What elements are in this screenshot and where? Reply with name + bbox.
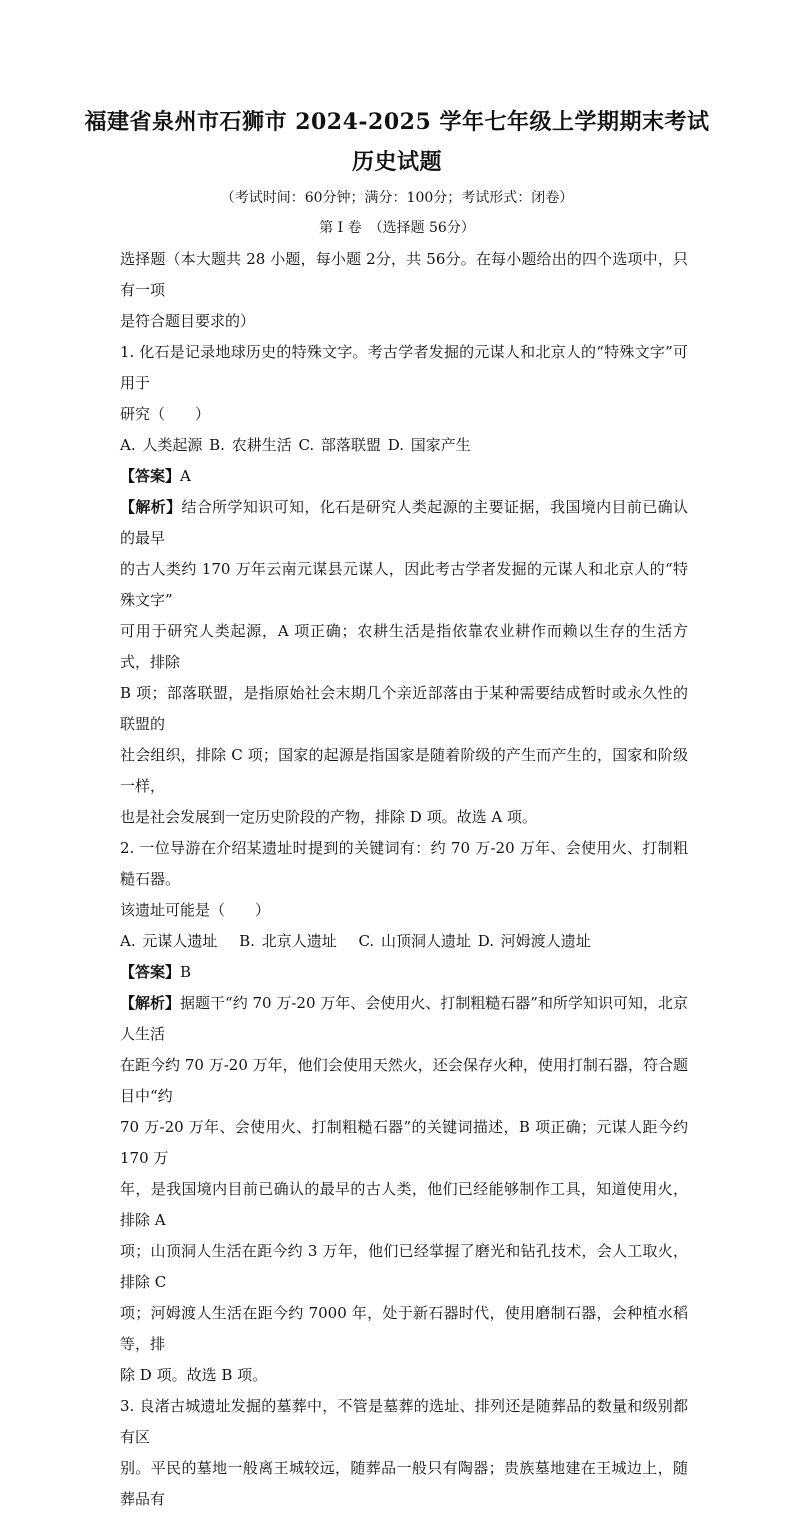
question-2-analysis: 年，是我国境内目前已确认的最早的古人类，他们已经能够制作工具，知道使用火，排除 A xyxy=(120,1180,688,1229)
question-body xyxy=(120,244,688,1515)
question-2-analysis: 在距今约 70 万-20 万年，他们会使用天然火，还会保存火种，使用打制石器，符合题目中“约 xyxy=(120,1056,688,1105)
question-1-analysis: 的古人类约 170 万年云南元谋县元谋人，因此考古学者发掘的元谋人和北京人的“特殊文字” xyxy=(120,560,688,609)
question-1-answer xyxy=(120,461,688,492)
instructions-line: 选择题（本大题共 28 小题，每小题 2分，共 56分。在每小题给出的四个选项中，只有一项 xyxy=(120,250,688,299)
question-1-stem: 研究（ ） xyxy=(120,405,211,423)
question-2-analysis: 70 万-20 万年、会使用火、打制粗糙石器”的关键词描述，B 项正确；元谋人距今约 170 万 xyxy=(120,1118,688,1167)
question-2-analysis: 项；河姆渡人生活在距今约 7000 年，处于新石器时代，使用磨制石器，会种植水稻等，排 xyxy=(120,1304,688,1353)
question-1-analysis: 社会组织，排除 C 项；国家的起源是指国家是随着阶级的产生而产生的，国家和阶级一样， xyxy=(120,746,688,795)
question-3-stem: 别。平民的墓地一般离王城较远，随葬品一般只有陶器；贵族墓地建在王城边上，随葬品有 xyxy=(120,1459,688,1508)
section-heading: 第 I 卷 （选择题 56分） xyxy=(319,220,475,236)
answer-value: B xyxy=(180,963,192,981)
question-1-analysis: 也是社会发展到一定历史阶段的产物，排除 D 项。故选 A 项。 xyxy=(120,808,537,826)
question-2-options: A. 元谋人遗址 B. 北京人遗址 C. 山顶洞人遗址 D. 河姆渡人遗址 xyxy=(120,932,591,950)
question-1-options: A. 人类起源 B. 农耕生活 C. 部落联盟 D. 国家产生 xyxy=(120,436,471,454)
analysis-text: 据题干“约 70 万-20 万年、会使用火、打制粗糙石器”和所学知识可知，北京人生活 xyxy=(120,994,688,1043)
answer-tag: 【答案】 xyxy=(120,467,181,485)
exam-title: 福建省泉州市石狮市 2024-2025 学年七年级上学期期末考试 xyxy=(84,109,710,135)
question-2-stem: 2. 一位导游在介绍某遗址时提到的关键词有：约 70 万-20 万年、会使用火、打制粗糙石器。 xyxy=(120,839,688,888)
question-2-analysis xyxy=(120,988,688,1050)
exam-subject-title: 历史试题 xyxy=(351,149,442,175)
question-2-answer xyxy=(120,957,688,988)
question-1-stem: 1. 化石是记录地球历史的特殊文字。考古学者发掘的元谋人和北京人的“特殊文字”可用于 xyxy=(120,343,688,392)
analysis-text: 结合所学知识可知，化石是研究人类起源的主要证据，我国境内目前已确认的最早 xyxy=(120,498,688,547)
analysis-tag: 【解析】 xyxy=(120,498,182,516)
exam-info: （考试时间：60分钟；满分：100分；考试形式：闭卷） xyxy=(220,190,574,206)
question-2-analysis: 项；山顶洞人生活在距今约 3 万年，他们已经掌握了磨光和钻孔技术，会人工取火，排除 C xyxy=(120,1242,688,1291)
question-1-analysis: 可用于研究人类起源，A 项正确；农耕生活是指依靠农业耕作而赖以生存的生活方式，排除 xyxy=(120,622,688,671)
question-1-analysis xyxy=(120,492,688,554)
question-2-stem: 该遗址可能是（ ） xyxy=(120,901,271,919)
instructions-line: 是符合题目要求的） xyxy=(120,312,256,330)
analysis-tag: 【解析】 xyxy=(120,994,181,1012)
question-2-analysis: 除 D 项。故选 B 项。 xyxy=(120,1366,268,1384)
question-1-analysis: B 项；部落联盟，是指原始社会末期几个亲近部落由于某种需要结成暂时或永久性的联盟的 xyxy=(120,684,688,733)
answer-tag: 【答案】 xyxy=(120,963,181,981)
question-3-stem: 3. 良渚古城遗址发掘的墓葬中，不管是墓葬的选址、排列还是随葬品的数量和级别都有区 xyxy=(120,1397,688,1446)
answer-value: A xyxy=(180,467,191,485)
